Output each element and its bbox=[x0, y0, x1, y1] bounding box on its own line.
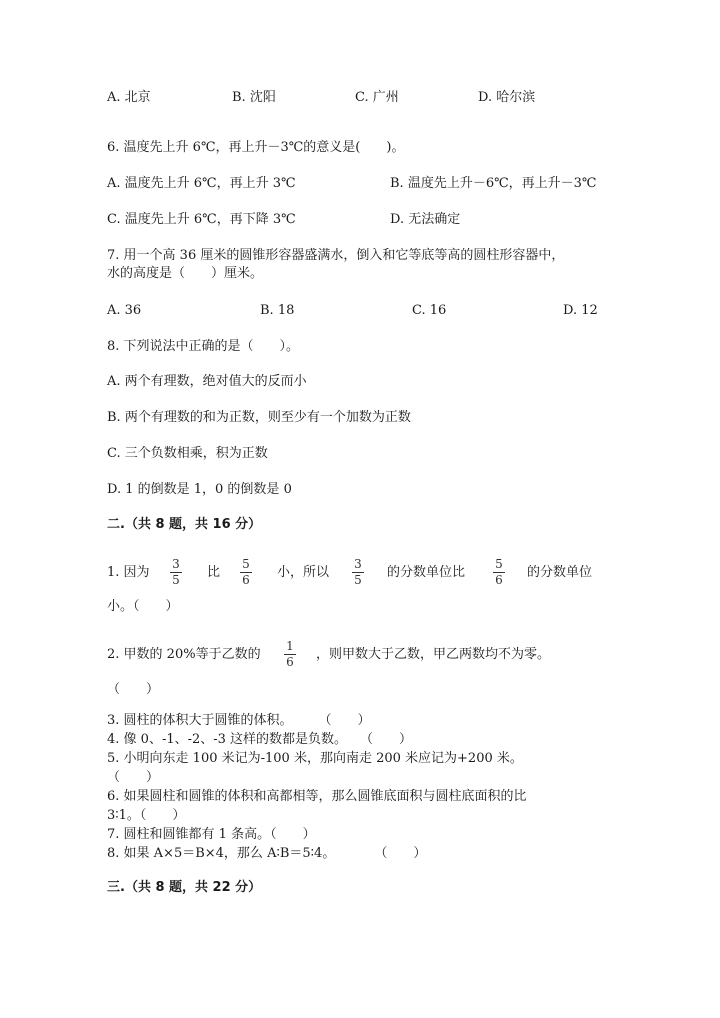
s2-item-q3: 3. 圆柱的体积大于圆锥的体积。 （ ） bbox=[107, 713, 371, 728]
fraction-denominator: 6 bbox=[286, 655, 294, 669]
s2q2-line2: （ ） bbox=[107, 682, 160, 697]
q6-option-c: C. 温度先上升 6℃，再下降 3℃ bbox=[107, 212, 296, 227]
s2-item-q7: 7. 圆柱和圆锥都有 1 条高。（ ） bbox=[107, 827, 316, 842]
s2q1-line2: 小。（ ） bbox=[107, 599, 179, 614]
s2q1-text-4: 的分数单位比 bbox=[387, 565, 466, 580]
fraction-denominator: 6 bbox=[242, 573, 250, 587]
fraction-numerator: 3 bbox=[354, 557, 362, 571]
s2-item-q5: 5. 小明向东走 100 米记为-100 米，那向南走 200 米应记为+200 米。 bbox=[107, 751, 523, 766]
q7-option-a: A. 36 bbox=[107, 303, 142, 318]
fraction-numerator: 5 bbox=[242, 557, 250, 571]
q6-option-b: B. 温度先上升－6℃，再上升－3℃ bbox=[390, 176, 597, 191]
s2-item-q6-line2: 3∶1。（ ） bbox=[107, 808, 186, 823]
s2q2-text-1: 2. 甲数的 20%等于乙数的 bbox=[107, 647, 261, 662]
q5-option-c: C. 广州 bbox=[355, 90, 399, 105]
s2-item-q8: 8. 如果 A×5＝B×4，那么 A∶B＝5∶4。 （ ） bbox=[107, 846, 427, 861]
section-2-heading: 二.（共 8 题，共 16 分） bbox=[107, 517, 262, 532]
s2-item-q6: 6. 如果圆柱和圆锥的体积和高都相等，那么圆锥底面积与圆柱底面积的比 bbox=[107, 789, 527, 804]
fraction-denominator: 5 bbox=[354, 573, 362, 587]
fraction-numerator: 1 bbox=[286, 639, 294, 653]
q7-option-c: C. 16 bbox=[412, 303, 447, 318]
fraction-numerator: 3 bbox=[172, 557, 180, 571]
s2q1-text-3: 小，所以 bbox=[277, 565, 330, 580]
fraction-five-sixths bbox=[493, 558, 505, 587]
fraction-numerator: 5 bbox=[495, 557, 503, 571]
q8-option-d: D. 1 的倒数是 1，0 的倒数是 0 bbox=[107, 482, 292, 497]
q7-stem-line1: 7. 用一个高 36 厘米的圆锥形容器盛满水，倒入和它等底等高的圆柱形容器中， bbox=[107, 248, 565, 263]
q5-option-b: B. 沈阳 bbox=[232, 90, 276, 105]
q5-option-a: A. 北京 bbox=[107, 90, 151, 105]
fraction-three-fifths bbox=[170, 558, 182, 587]
section-3-heading: 三.（共 8 题，共 22 分） bbox=[107, 880, 262, 895]
s2q1-text-2: 比 bbox=[207, 565, 221, 580]
s2-item-q5-paren: （ ） bbox=[107, 770, 160, 785]
q8-option-a: A. 两个有理数，绝对值大的反而小 bbox=[107, 374, 307, 389]
s2q2-text-2: ，则甲数大于乙数，甲乙两数均不为零。 bbox=[316, 647, 551, 662]
s2q1-text-5: 的分数单位 bbox=[527, 565, 593, 580]
s2q1-text-1: 1. 因为 bbox=[107, 565, 150, 580]
q7-option-d: D. 12 bbox=[563, 303, 598, 318]
q8-option-c: C. 三个负数相乘，积为正数 bbox=[107, 446, 268, 461]
fraction-three-fifths bbox=[352, 558, 364, 587]
q8-stem: 8. 下列说法中正确的是（ ）。 bbox=[107, 339, 300, 354]
fraction-one-sixth bbox=[284, 640, 296, 669]
q7-option-b: B. 18 bbox=[260, 303, 295, 318]
q5-option-d: D. 哈尔滨 bbox=[478, 90, 536, 105]
fraction-denominator: 6 bbox=[495, 573, 503, 587]
fraction-denominator: 5 bbox=[172, 573, 180, 587]
q6-stem: 6. 温度先上升 6℃，再上升－3℃的意义是( )。 bbox=[107, 140, 405, 155]
q6-option-a: A. 温度先上升 6℃，再上升 3℃ bbox=[107, 176, 296, 191]
fraction-five-sixths bbox=[240, 558, 252, 587]
q7-stem-line2: 水的高度是（ ）厘米。 bbox=[107, 266, 264, 281]
q8-option-b: B. 两个有理数的和为正数，则至少有一个加数为正数 bbox=[107, 410, 411, 425]
s2-item-q4: 4. 像 0、-1、-2、-3 这样的数都是负数。 （ ） bbox=[107, 732, 413, 747]
q6-option-d: D. 无法确定 bbox=[390, 212, 461, 227]
